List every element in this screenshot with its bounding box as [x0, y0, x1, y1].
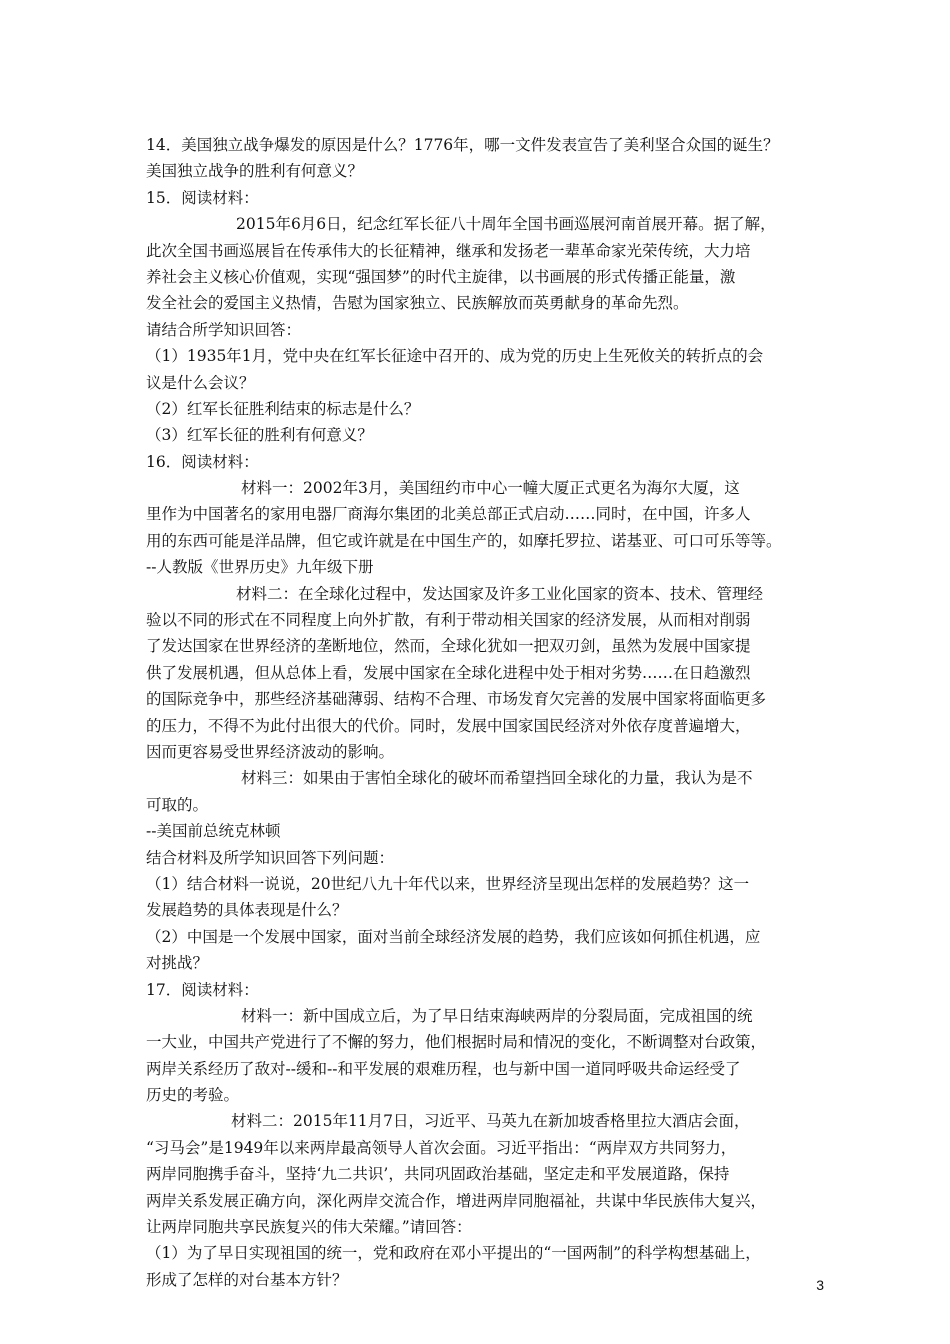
text-line: 材料二：在全球化过程中，发达国家及许多工业化国家的资本、技术、管理经: [236, 584, 764, 603]
page-number: 3: [816, 1277, 824, 1293]
text-line: 可取的。: [146, 795, 209, 814]
text-line: 材料二：2015年11月7日，习近平、马英九在新加坡香格里拉大酒店会面，: [231, 1112, 750, 1131]
text-line: 历史的考验。: [146, 1086, 240, 1105]
text-line: 17．阅读材料：: [146, 980, 259, 999]
text-line: 14．美国独立战争爆发的原因是什么？1776年，哪一文件发表宣告了美利坚合众国的诞生？: [146, 136, 779, 154]
text-line: （2）红军长征胜利结束的标志是什么？: [146, 399, 420, 418]
document-body: [146, 132, 826, 1293]
text-line: 发展趋势的具体表现是什么？: [146, 901, 348, 920]
text-line: 对挑战？: [146, 954, 209, 973]
text-line: 的压力，不得不为此付出很大的代价。同时，发展中国家国民经济对外依存度普遍增大，: [146, 716, 751, 735]
text-line: 发全社会的爱国主义热情，告慰为国家独立、民族解放而英勇献身的革命先烈。: [146, 294, 689, 313]
text-line: 里作为中国著名的家用电器厂商海尔集团的北美总部正式启动……同时，在中国，许多人: [146, 505, 751, 524]
text-line: 的国际竞争中，那些经济基础薄弱、结构不合理、市场发育欠完善的发展中国家将面临更多: [146, 690, 767, 709]
text-line: 16．阅读材料：: [146, 452, 259, 471]
text-line: --人教版《世界历史》九年级下册: [146, 558, 374, 577]
text-line: （1）为了早日实现祖国的统一，党和政府在邓小平提出的“一国两制”的科学构想基础上，: [146, 1244, 761, 1263]
text-line: 材料一：2002年3月，美国纽约市中心一幢大厦正式更名为海尔大厦，这: [241, 479, 740, 498]
text-line: “习马会”是1949年以来两岸最高领导人首次会面。习近平指出：“两岸双方共同努力，: [146, 1138, 737, 1157]
text-line: 两岸同胞携手奋斗，坚持‘九二共识’，共同巩固政治基础，坚定走和平发展道路，保持: [146, 1165, 730, 1184]
text-line: --美国前总统克林顿: [146, 822, 281, 841]
text-line: 供了发展机遇，但从总体上看，发展中国家在全球化进程中处于相对劣势……在日趋激烈: [146, 663, 751, 682]
text-line: 美国独立战争的胜利有何意义？: [146, 162, 364, 181]
text-line: 因而更容易受世界经济波动的影响。: [146, 742, 395, 761]
text-line: 议是什么会议？: [146, 373, 255, 392]
text-line: （2）中国是一个发展中国家，面对当前全球经济发展的趋势，我们应该如何抓住机遇，应: [146, 927, 761, 946]
text-line: （1）1935年1月，党中央在红军长征途中召开的、成为党的历史上生死攸关的转折点的会: [146, 347, 764, 366]
text-line: 用的东西可能是洋品牌，但它或许就是在中国生产的，如摩托罗拉、诺基亚、可口可乐等等。: [146, 531, 782, 550]
text-line: 让两岸同胞共享民族复兴的伟大荣耀。”请回答：: [146, 1218, 472, 1237]
text-line: 请结合所学知识回答：: [146, 320, 302, 339]
text-line: 2015年6月6日，纪念红军长征八十周年全国书画巡展河南首展开幕。据了解，: [236, 215, 776, 234]
text-line: 结合材料及所学知识回答下列问题：: [146, 848, 395, 867]
text-line: 形成了怎样的对台基本方针？: [146, 1270, 348, 1289]
text-line: 养社会主义核心价值观，实现“强国梦”的时代主旋律，以书画展的形式传播正能量，激: [146, 267, 736, 286]
text-line: 了发达国家在世界经济的垄断地位，然而，全球化犹如一把双刃剑，虽然为发展中国家提: [146, 637, 751, 656]
text-line: （1）结合材料一说说，20世纪八九十年代以来，世界经济呈现出怎样的发展趋势？这一: [146, 874, 750, 893]
text-line: 材料三：如果由于害怕全球化的破坏而希望挡回全球化的力量，我认为是不: [241, 769, 753, 788]
text-line: 15．阅读材料：: [146, 188, 259, 207]
text-line: 两岸关系经历了敌对--缓和--和平发展的艰难历程，也与新中国一道同呼吸共命运经受了: [146, 1059, 741, 1078]
text-line: 两岸关系发展正确方向，深化两岸交流合作，增进两岸同胞福祉，共谋中华民族伟大复兴，: [146, 1191, 767, 1210]
text-line: 材料一：新中国成立后，为了早日结束海峡两岸的分裂局面，完成祖国的统: [241, 1006, 753, 1025]
text-line: 此次全国书画巡展旨在传承伟大的长征精神，继承和发扬老一辈革命家光荣传统，大力培: [146, 241, 751, 260]
text-line: 一大业，中国共产党进行了不懈的努力，他们根据时局和情况的变化，不断调整对台政策，: [146, 1033, 767, 1052]
text-line: 验以不同的形式在不同程度上向外扩散，有利于带动相关国家的经济发展，从而相对削弱: [146, 611, 751, 630]
text-line: （3）红军长征的胜利有何意义？: [146, 426, 373, 445]
